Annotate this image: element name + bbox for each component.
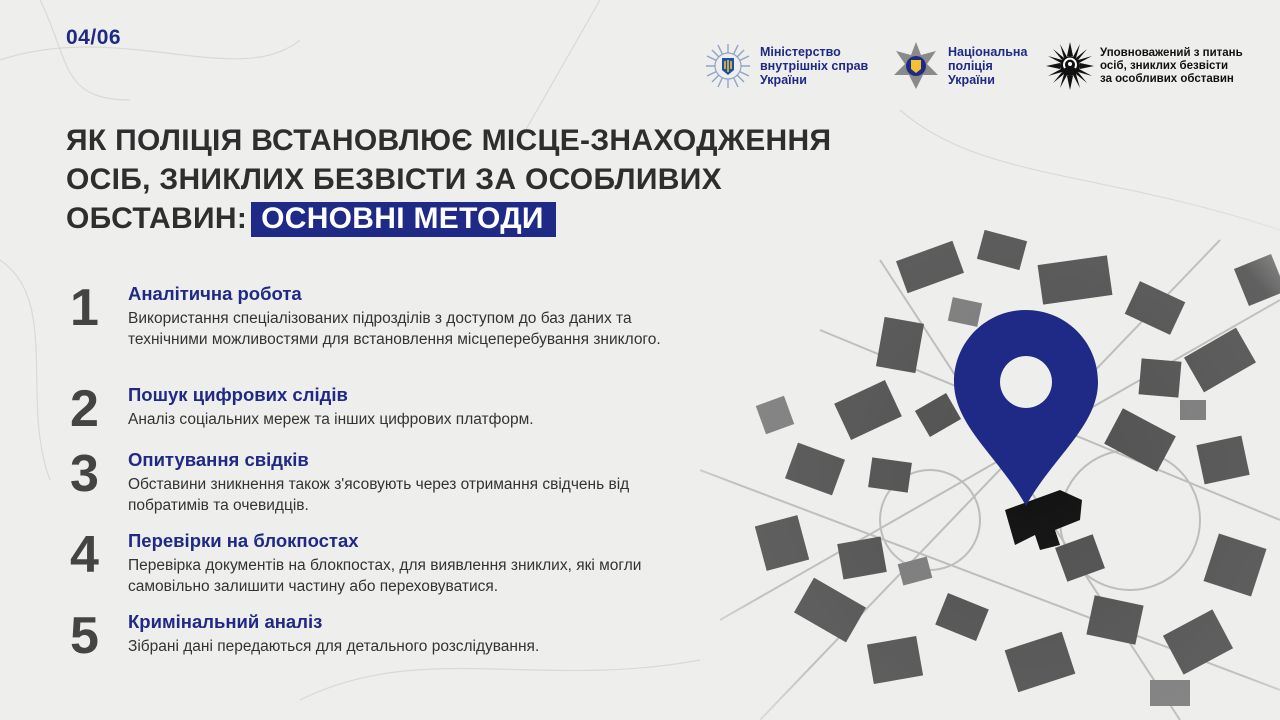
police-star-icon — [892, 41, 940, 91]
title-highlight: ОСНОВНІ МЕТОДИ — [251, 202, 556, 237]
logo-npu — [892, 38, 1027, 94]
method-heading: Кримінальний аналіз — [128, 611, 323, 632]
method-heading: Опитування свідків — [128, 449, 309, 470]
title-line-1: ЯК ПОЛІЦІЯ ВСТАНОВЛЮЄ МІСЦЕ-ЗНАХОДЖЕННЯ — [66, 124, 832, 157]
page-number: 04/06 — [66, 26, 122, 49]
partner-logos — [704, 38, 1264, 94]
logo-ombudsman-line-2: осіб, зниклих безвісти — [1100, 59, 1229, 72]
logo-ombudsman — [1046, 38, 1243, 94]
title-line-3 — [66, 199, 926, 238]
logo-npu-line-3: України — [948, 73, 995, 87]
logo-npu-line-2: поліція — [948, 59, 993, 73]
method-description: Обставини зникнення також з'ясовують через отримання свідчень від побратимів та очевидців. — [128, 476, 630, 514]
method-description: Аналіз соціальних мереж та інших цифрових платформ. — [128, 411, 534, 428]
method-number: 4 — [70, 526, 99, 584]
logo-npu-line-1: Національна — [948, 45, 1028, 59]
trident-emblem-icon — [704, 42, 752, 90]
logo-mvs-line-2: внутрішніх справ — [760, 59, 869, 73]
page-title — [66, 121, 926, 238]
method-description: Зібрані дані передаються для детального розслідування. — [128, 638, 540, 655]
method-heading: Перевірки на блокпостах — [128, 530, 359, 551]
map-pin-icon — [950, 308, 1102, 508]
method-description: Використання спеціалізованих підрозділів з доступом до баз даних та технічними можливостями для встановлення місцеперебування зниклого. — [128, 310, 661, 348]
method-number: 5 — [70, 607, 99, 665]
logo-ombudsman-line-3: за особливих обставин — [1100, 72, 1234, 85]
method-description: Перевірка документів на блокпостах, для виявлення зниклих, які могли самовільно залишити частину або переховуватися. — [128, 557, 642, 595]
method-heading: Аналітична робота — [128, 283, 302, 304]
logo-mvs-line-1: Міністерство — [760, 45, 841, 59]
method-number: 3 — [70, 445, 99, 503]
logo-ombudsman-line-1: Уповноважений з питань — [1100, 46, 1243, 59]
logo-mvs-line-3: України — [760, 73, 807, 87]
method-number: 1 — [70, 279, 99, 337]
method-heading: Пошук цифрових слідів — [128, 384, 348, 405]
method-number: 2 — [70, 380, 99, 438]
title-line-3-text: ОБСТАВИН: — [66, 202, 248, 235]
title-line-2: ОСІБ, ЗНИКЛИХ БЕЗВІСТИ ЗА ОСОБЛИВИХ — [66, 163, 722, 196]
ombudsman-sun-icon — [1046, 42, 1094, 90]
logo-mvs — [704, 38, 868, 94]
